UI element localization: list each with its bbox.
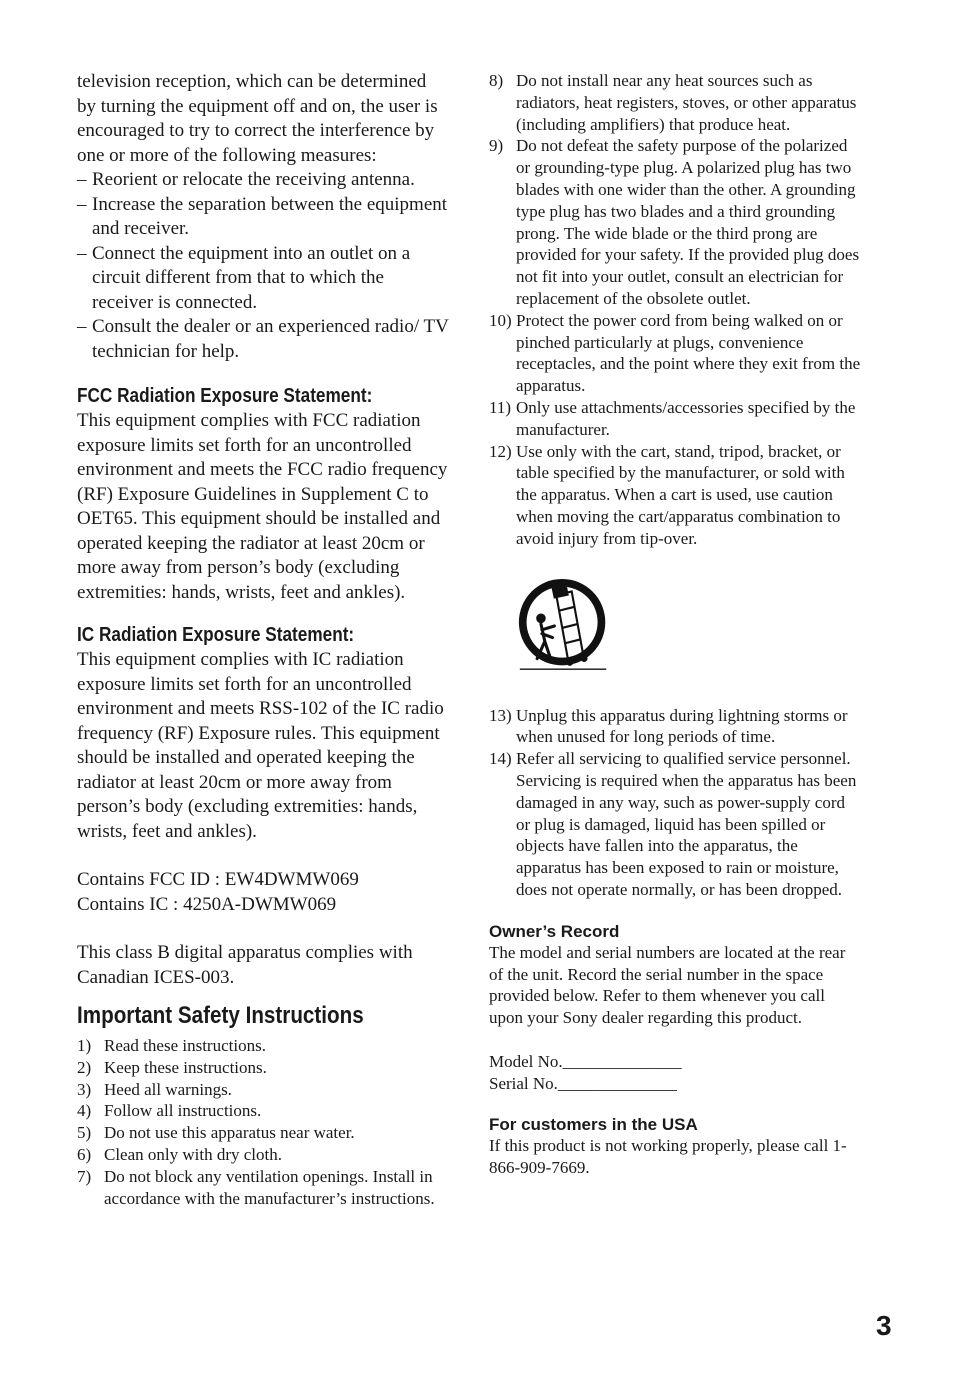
measure-item	[77, 168, 449, 193]
item-number: 1)	[77, 1036, 92, 1055]
item-text: Do not use this apparatus near water.	[104, 1123, 355, 1143]
item-text: Protect the power cord from being walked on or pinched particularly at plugs, convenience receptacles, and the point where they exit from the apparatus.	[516, 310, 861, 396]
item-number: 2)	[77, 1057, 92, 1077]
safety-list-end	[489, 705, 863, 901]
measure-text: Increase the separation between the equipment and receiver.	[92, 193, 448, 239]
item-text: Only use attachments/accessories specified by the manufacturer.	[516, 397, 856, 439]
item-text: Unplug this apparatus during lightning storms or when unused for long periods of time.	[516, 705, 848, 747]
list-item	[77, 1166, 449, 1210]
item-text: Follow all instructions.	[104, 1101, 262, 1121]
item-text: Use only with the cart, stand, tripod, bracket, or table specified by the manufacturer, or sold with the apparatus. When a cart is used, use caution when moving the cart/apparatus combination to avoid injury from tip-over.	[516, 441, 845, 548]
dash-marker: –	[77, 316, 87, 337]
usa-customers-text: If this product is not working properly, please call 1-866-909-7669.	[489, 1136, 847, 1178]
owners-record-heading: Owner’s Record	[489, 921, 620, 941]
fcc-heading: FCC Radiation Exposure Statement:	[77, 385, 373, 407]
item-number: 8)	[489, 71, 504, 90]
item-number: 7)	[77, 1166, 92, 1186]
item-number: 9)	[489, 136, 504, 156]
item-text: Clean only with dry cloth.	[104, 1144, 283, 1164]
intro-paragraph: television reception, which can be determined by turning the equipment off and on, the user is encouraged to try to correct the interference by one or more of the following measures:	[77, 71, 438, 166]
item-text: Do not defeat the safety purpose of the polarized or grounding-type plug. A polarized plug has two blades with one wider than the other. A grounding type plug has two blades and a third grounding prong. The wide blade or the third prong are provided for your safety. If the provided plug does not fit into your outlet, consult an electrician for replacement of the obsolete outlet.	[516, 136, 860, 308]
safety-heading: Important Safety Instructions	[77, 1002, 364, 1029]
measure-item	[77, 193, 449, 242]
dash-marker: –	[77, 242, 87, 264]
list-item	[489, 310, 863, 397]
measure-text: Reorient or relocate the receiving antenna.	[92, 169, 415, 190]
serial-number-field: Serial No.______________	[489, 1073, 677, 1093]
list-item	[489, 135, 863, 309]
list-item	[77, 1035, 449, 1057]
safety-list	[77, 1035, 449, 1209]
dash-marker: –	[77, 193, 87, 215]
item-text: Do not install near any heat sources such as radiators, heat registers, stoves, or other apparatus (including amplifiers) that produce heat.	[516, 71, 857, 134]
item-text: Read these instructions.	[104, 1036, 266, 1055]
item-number: 14)	[489, 749, 512, 769]
item-text: Do not block any ventilation openings. Install in accordance with the manufacturer’s instructions.	[104, 1166, 435, 1208]
item-number: 12)	[489, 441, 512, 461]
item-number: 11)	[489, 397, 512, 417]
page-number: 3	[876, 1310, 892, 1341]
list-item	[489, 70, 863, 135]
measure-item	[77, 242, 449, 316]
ic-statement: This equipment complies with IC radiation exposure limits set forth for an uncontrolled environment and meets RSS-102 of the IC radio frequency (RF) Exposure rules. This equipment should be installed and operated keeping the radiator at least 20cm or more away from person’s body (excluding extremities: hands, wrists, feet and ankles).	[77, 649, 444, 842]
item-number: 3)	[77, 1079, 92, 1099]
ic-id: Contains IC : 4250A-DWMW069	[77, 893, 337, 915]
measure-text: Consult the dealer or an experienced radio/ TV technician for help.	[92, 316, 449, 362]
item-number: 6)	[77, 1144, 92, 1164]
left-column	[77, 70, 449, 1209]
item-number: 10)	[489, 310, 512, 330]
list-item	[77, 1057, 449, 1079]
list-item	[77, 1100, 449, 1122]
list-item	[489, 748, 863, 901]
item-text: Heed all warnings.	[104, 1079, 232, 1099]
item-text: Refer all servicing to qualified service personnel. Servicing is required when the apparatus has been damaged in any way, such as power-supply cord or plug is damaged, liquid has been spilled or objects have fallen into the apparatus, the apparatus has been exposed to rain or moisture, does not operate normally, or has been dropped.	[516, 749, 857, 899]
list-item	[77, 1079, 449, 1101]
dash-marker: –	[77, 169, 87, 190]
interference-measures	[77, 168, 449, 364]
right-column	[489, 70, 863, 1179]
measure-text: Connect the equipment into an outlet on a circuit different from that to which the receiver is connected.	[92, 242, 411, 313]
item-number: 13)	[489, 705, 512, 725]
item-number: 5)	[77, 1123, 92, 1143]
list-item	[489, 397, 863, 441]
owners-record-text: The model and serial numbers are located at the rear of the unit. Record the serial number in the space provided below. Refer to them whenever you call upon your Sony dealer regarding this product.	[489, 942, 846, 1028]
class-b-statement: This class B digital apparatus complies with Canadian ICES-003.	[77, 942, 413, 988]
usa-customers-heading: For customers in the USA	[489, 1115, 698, 1135]
cart-tip-over-warning-icon	[516, 578, 612, 674]
fcc-id: Contains FCC ID : EW4DWMW069	[77, 869, 359, 890]
safety-list-continued	[489, 70, 863, 550]
measure-item	[77, 315, 449, 364]
list-item	[77, 1144, 449, 1166]
list-item	[489, 441, 863, 550]
list-item	[489, 705, 863, 749]
item-number: 4)	[77, 1101, 92, 1121]
ic-heading: IC Radiation Exposure Statement:	[77, 624, 355, 646]
list-item	[77, 1122, 449, 1144]
item-text: Keep these instructions.	[104, 1057, 267, 1077]
fcc-statement: This equipment complies with FCC radiation exposure limits set forth for an uncontrolled environment and meets the FCC radio frequency (RF) Exposure Guidelines in Supplement C to OET65. This equipment should be installed and operated keeping the radiator at least 20cm or more away from person’s body (excluding extremities: hands, wrists, feet and ankles).	[77, 410, 448, 603]
model-number-field: Model No.______________	[489, 1051, 682, 1071]
